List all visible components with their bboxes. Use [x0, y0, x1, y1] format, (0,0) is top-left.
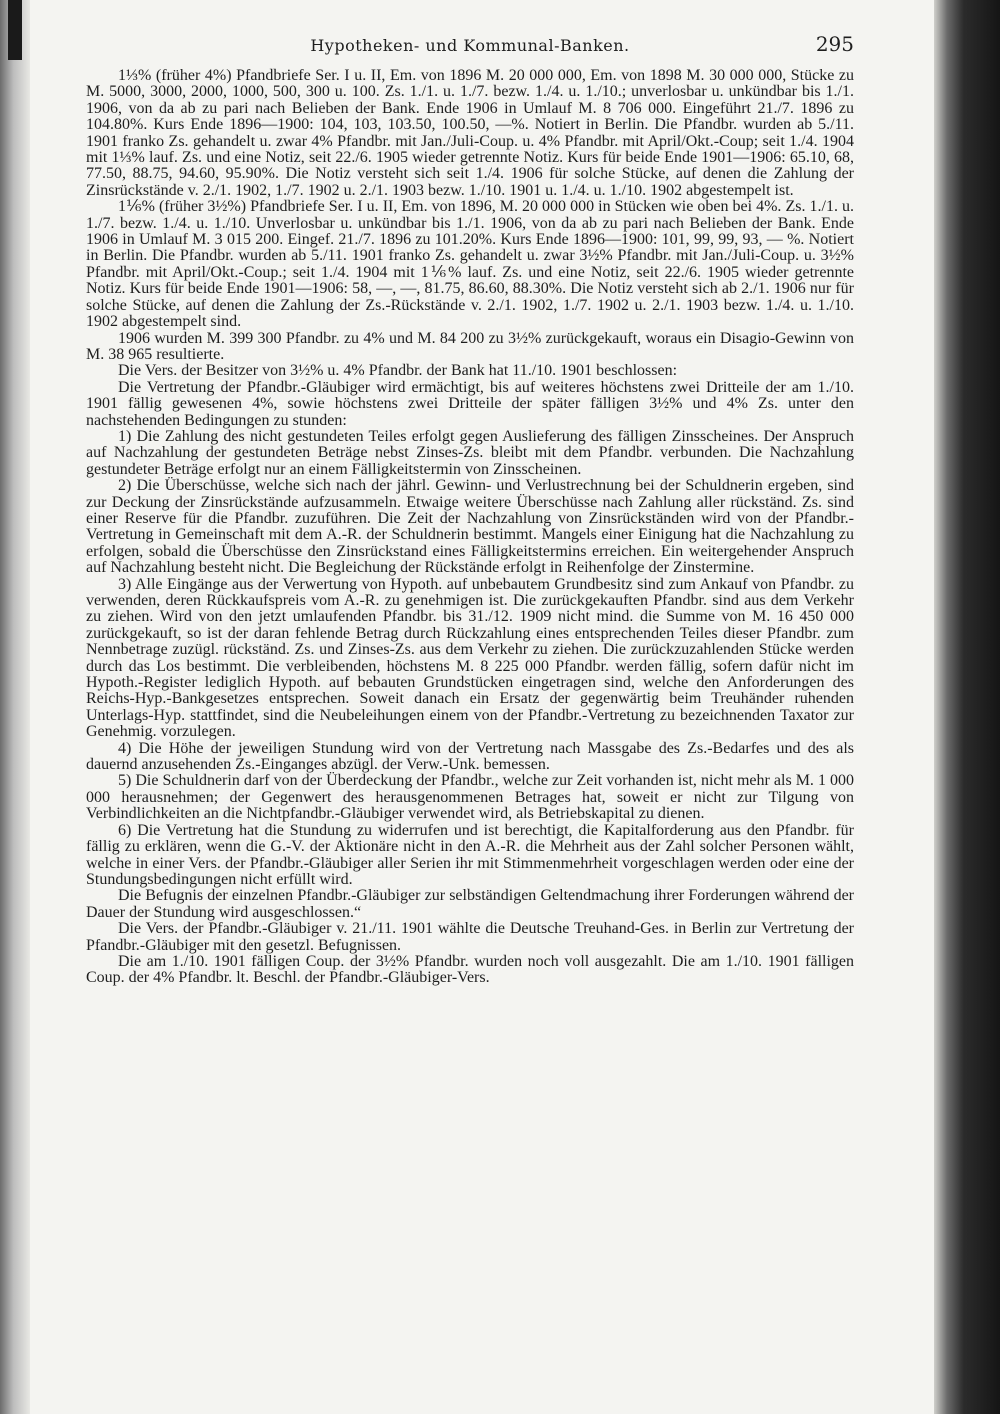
- paragraph-4pct-pfandbriefe: 1⅓% (früher 4%) Pfandbriefe Ser. I u. II, Em. von 1896 M. 20 000 000, Em. von 1898 M. 30 000 000, Stücke zu M. 5000, 3000, 2000, 1000, 500, 300 u. 100. Zs. 1./1. u. 1./7. bezw. 1./4. u. 1./10.; unverlosbar u. unkündbar bis 1./1. 1906, von da ab zu pari nach Belieben der Bank. Ende 1906 in Umlauf M. 8 706 000. Eingeführt 21./7. 1896 zu 104.80%. Kurs Ende 1896—1900: 104, 103, 103.50, 100.50, —%. Notiert in Berlin. Die Pfandbr. wurden ab 5./11. 1901 franko Zs. gehandelt u. zwar 4% Pfandbr. mit Jan./Juli-Coup. u. 4% Pfandbr. mit April/Okt.-Coup; seit 1./4. 1904 mit 1⅓% lauf. Zs. und eine Notiz, seit 22./6. 1905 wieder getrennte Notiz. Kurs für beide Ende 1901—1906: 65.10, 68, 77.50, 88.75, 94.60, 95.90%. Die Notiz versteht sich seit 1./4. 1906 für solche Stücke, auf denen die Zahlung der Zinsrückstände v. 2./1. 1902, 1./7. 1902 u. 2./1. 1903 bezw. 1./10. 1901 u. 1./4. u. 1./10. 1902 abgestempelt ist.: [86, 67, 854, 199]
- document-body: [86, 68, 854, 987]
- paragraph-resolution-intro: Die Vers. der Besitzer von 3½% u. 4% Pfandbr. der Bank hat 11./10. 1901 beschlossen:: [118, 362, 678, 380]
- right-page-edge-shadow: [934, 0, 1000, 1414]
- page-header: [86, 26, 854, 68]
- paragraph-condition-3: 3) Alle Eingänge aus der Verwertung von Hypoth. auf unbebautem Grundbesitz sind zum Ankauf von Pfandbr. zu verwenden, deren Rückkaufspreis vom A.-R. zu genehmigen ist. Die zurückgekauften Pfandbr. sind aus dem Verkehr zu ziehen. Wird von den jetzt umlaufenden Pfandbr. bis 31./12. 1909 nicht mind. die Summe von M. 16 450 000 zurückgekauft, so ist der daran fehlende Betrag durch Rückzahlung eines entsprechenden Teiles dieser Pfandbr. zum Nennbetrage zuzügl. rückständ. Zs. und Zinses-Zs. aus dem Verkehr zu ziehen. Die zurückzuzahlenden Stücke werden durch das Los bestimmt. Die verbleibenden, höchstens M. 8 225 000 Pfandbr. werden fällig, sofern dafür nicht im Hypoth.-Register lediglich Hypoth. auf bebauten Grundstücken eingetragen sind, welche den Anforderungen des Reichs-Hyp.-Bankgesetzes entsprechen. Soweit danach ein Ersatz der gegenwärtig beim Treuhänder ruhenden Unterlags-Hyp. stattfindet, sind die Neubeleihungen einem von der Pfandbr.-Vertretung zu bezeichnenden Taxator zur Genehmig. vorzulegen.: [86, 575, 854, 741]
- paragraph-condition-2: 2) Die Überschüsse, welche sich nach der jährl. Gewinn- und Verlustrechnung bei der Schuldnerin ergeben, sind zur Deckung der Zinsrückstände aufzusammeln. Etwaige weitere Überschüsse nach Zahlung aller rückständ. Zs. sind einer Reserve für die Pfandbr. zuzuführen. Die Zeit der Nachzahlung von Zinsrückständen wird von der Pfandbr.-Vertretung in Gemeinschaft mit dem A.-R. der Schuldnerin bestimmt. Mangels einer Einigung hat die Nachzahlung zu erfolgen, sobald die Überschüsse den Zinsrückstand eines Fälligkeitstermins erreichen. Ein weitergehender Anspruch auf Nachzahlung besteht nicht. Die Begleichung der Rückstände erfolgt in Reihenfolge der Zinstermine.: [86, 477, 854, 577]
- running-head: Hypotheken- und Kommunal-Banken.: [310, 36, 630, 55]
- paragraph-condition-5: 5) Die Schuldnerin darf von der Überdeckung der Pfandbr., welche zur Zeit vorhanden ist, nicht mehr als M. 1 000 000 herausnehmen; der Gegenwert des herausgenommenen Betrages hat, soweit er nicht zur Tilgung von Verbindlichkeiten an die Nichtpfandbr.-Gläubiger verwendet wird, als Betriebskapital zu dienen.: [86, 772, 854, 823]
- left-spine-shadow: [0, 0, 30, 1414]
- document-page: [86, 26, 854, 987]
- paragraph-3half-pct-pfandbriefe: 1⅙% (früher 3½%) Pfandbriefe Ser. I u. II, Em. von 1896, M. 20 000 000 in Stücken wie oben bei 4%. Zs. 1./1. u. 1./7. bezw. 1./4. u. 1./10. Unverlosbar u. unkündbar bis 1./1. 1906, von da ab zu pari nach Belieben der Bank. Ende 1906 in Umlauf M. 3 015 200. Eingef. 21./7. 1896 zu 101.20%. Kurs Ende 1896—1900: 101, 99, 99, 93, — %. Notiert in Berlin. Die Pfandbr. wurden ab 5./11. 1901 franko Zs. gehandelt u. zwar 3½% Pfandbr. mit Jan./Juli-Coup. u. 3½% Pfandbr. mit April/Okt.-Coup.; seit 1./4. 1904 mit 1⅙% lauf. Zs. und eine Notiz, seit 22./6. 1905 wieder getrennte Notiz. Kurs für beide Ende 1901—1906: 58, —, —, 81.75, 86.60, 88.30%. Die Notiz versteht sich ab 2./1. 1906 nur für solche Stücke, auf denen die Zahlung der Zs.-Rückstände v. 2./1. 1902, 1./7. 1902 u. 2./1. 1903 bezw. 1./4. u. 1./10. 1902 abgestempelt sind.: [86, 198, 854, 331]
- spine-binding-mark: [8, 0, 22, 60]
- paragraph-deferral-authorization: Die Vertretung der Pfandbr.-Gläubiger wird ermächtigt, bis auf weiteres höchstens zwei Dritteile der am 1./10. 1901 fällig gewesenen 4%, sowie höchstens zwei Dritteile der später fälligen 3½% und 4% Zs. unter den nachstehenden Bedingungen zu stunden:: [86, 378, 854, 429]
- paragraph-condition-4: 4) Die Höhe der jeweiligen Stundung wird von der Vertretung nach Massgabe des Zs.-Bedarfes und des als dauernd anzusehenden Zs.-Einganges abzügl. der Verw.-Unk. bemessen.: [86, 739, 854, 774]
- paragraph-coupon-payment: Die am 1./10. 1901 fälligen Coup. der 3½% Pfandbr. wurden noch voll ausgezahlt. Die am 1./10. 1901 fälligen Coup. der 4% Pfandbr. lt. Beschl. der Pfandbr.-Gläubiger-Vers.: [86, 952, 854, 987]
- page-number: 295: [815, 32, 854, 56]
- paragraph-repurchase-1906: 1906 wurden M. 399 300 Pfandbr. zu 4% und M. 84 200 zu 3½% zurückgekauft, woraus ein Disagio-Gewinn von M. 38 965 resultierte.: [86, 329, 854, 363]
- paragraph-condition-1: 1) Die Zahlung des nicht gestundeten Teiles erfolgt gegen Auslieferung des fälligen Zinsscheines. Der Anspruch auf Nachzahlung der gestundeten Beträge nebst Zinses-Zs. bleibt mit dem Pfandbr. verbunden. Die Nachzahlung gestundeter Beträge erfolgt nur an einem Fälligkeitstermin von Zinsscheinen.: [86, 427, 854, 478]
- paragraph-trustee-election: Die Vers. der Pfandbr.-Gläubiger v. 21./11. 1901 wählte die Deutsche Treuhand-Ges. in Berlin zur Vertretung der Pfandbr.-Gläubiger mit den gesetzl. Befugnissen.: [86, 920, 854, 954]
- paragraph-condition-6: 6) Die Vertretung hat die Stundung zu widerrufen und ist berechtigt, die Kapitalforderung aus den Pfandbr. für fällig zu erklären, wenn die G.-V. der Aktionäre nicht in den A.-R. die Mehrheit aus der Zahl solcher Personen wählt, welche in einer Vers. der Pfandbr.-Gläubiger aller Serien ihr mit Stimmenmehrheit vorgeschlagen werden oder eine der Stundungsbedingungen nicht erfüllt wird.: [86, 821, 854, 888]
- paragraph-creditor-rights: Die Befugnis der einzelnen Pfandbr.-Gläubiger zur selbständigen Geltendmachung ihrer Forderungen während der Dauer der Stundung wird ausgeschlossen.“: [86, 887, 854, 921]
